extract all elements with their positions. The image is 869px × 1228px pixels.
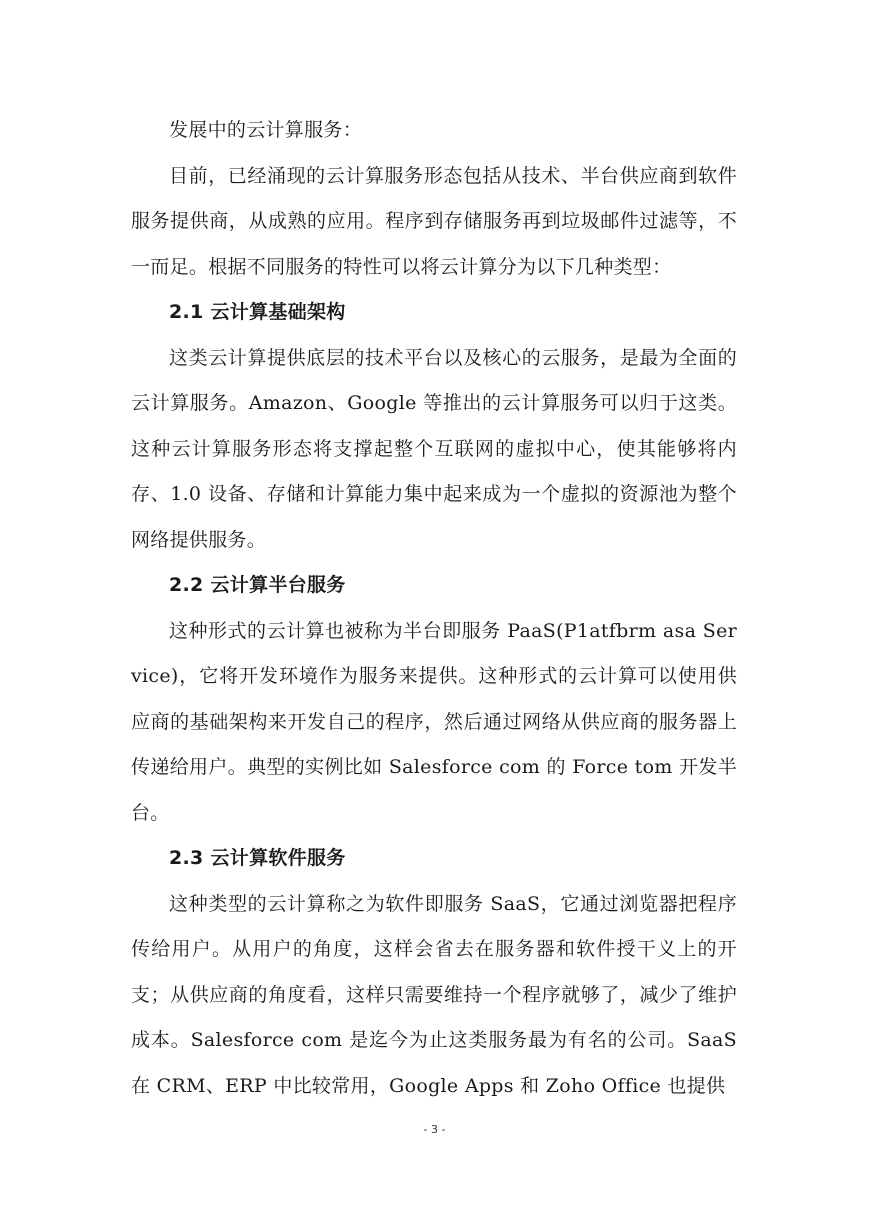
page-content <box>131 108 737 1109</box>
page-number: - 3 - <box>423 1123 446 1136</box>
section-paragraph-2-2: 这种形式的云计算也被称为半台即服务 PaaS(P1atfbrm asa Service)，它将开发环境作为服务来提供。这种形式的云计算可以使用供应商的基础架构来开发自己的程序，然后通过网络从供应商的服务器上传递给用户。典型的实例比如 Salesforce com 的 Force tom 开发半台。 <box>131 619 737 824</box>
section-paragraph-2-1: 这类云计算提供底层的技术平台以及核心的云服务，是最为全面的云计算服务。Amazon、Google 等推出的云计算服务可以归于这类。这种云计算服务形态将支撑起整个互联网的虚拟中心，使其能够将内存、1.0 设备、存储和计算能力集中起来成为一个虚拟的资源池为整个网络提供服务。 <box>131 346 737 551</box>
intro-label: 发展中的云计算服务： <box>169 119 363 141</box>
intro-paragraph: 目前，已经涌现的云计算服务形态包括从技术、半台供应商到软件服务提供商，从成熟的应用。程序到存储服务再到垃圾邮件过滤等，不一而足。根据不同服务的特性可以将云计算分为以下几种类型： <box>131 164 737 278</box>
section-heading-2-1: 2.1 云计算基础架构 <box>169 301 346 323</box>
section-heading-2-3: 2.3 云计算软件服务 <box>169 847 346 869</box>
section-heading-2-2: 2.2 云计算半台服务 <box>169 574 346 596</box>
section-paragraph-2-3: 这种类型的云计算称之为软件即服务 SaaS，它通过浏览器把程序传给用户。从用户的角度，这样会省去在服务器和软件授干义上的开支；从供应商的角度看，这样只需要维持一个程序就够了，减少了维护成本。Salesforce com 是迄今为止这类服务最为有名的公司。SaaS 在 CRM、ERP 中比较常用，Google Apps 和 Zoho Office 也提供 <box>131 892 737 1097</box>
